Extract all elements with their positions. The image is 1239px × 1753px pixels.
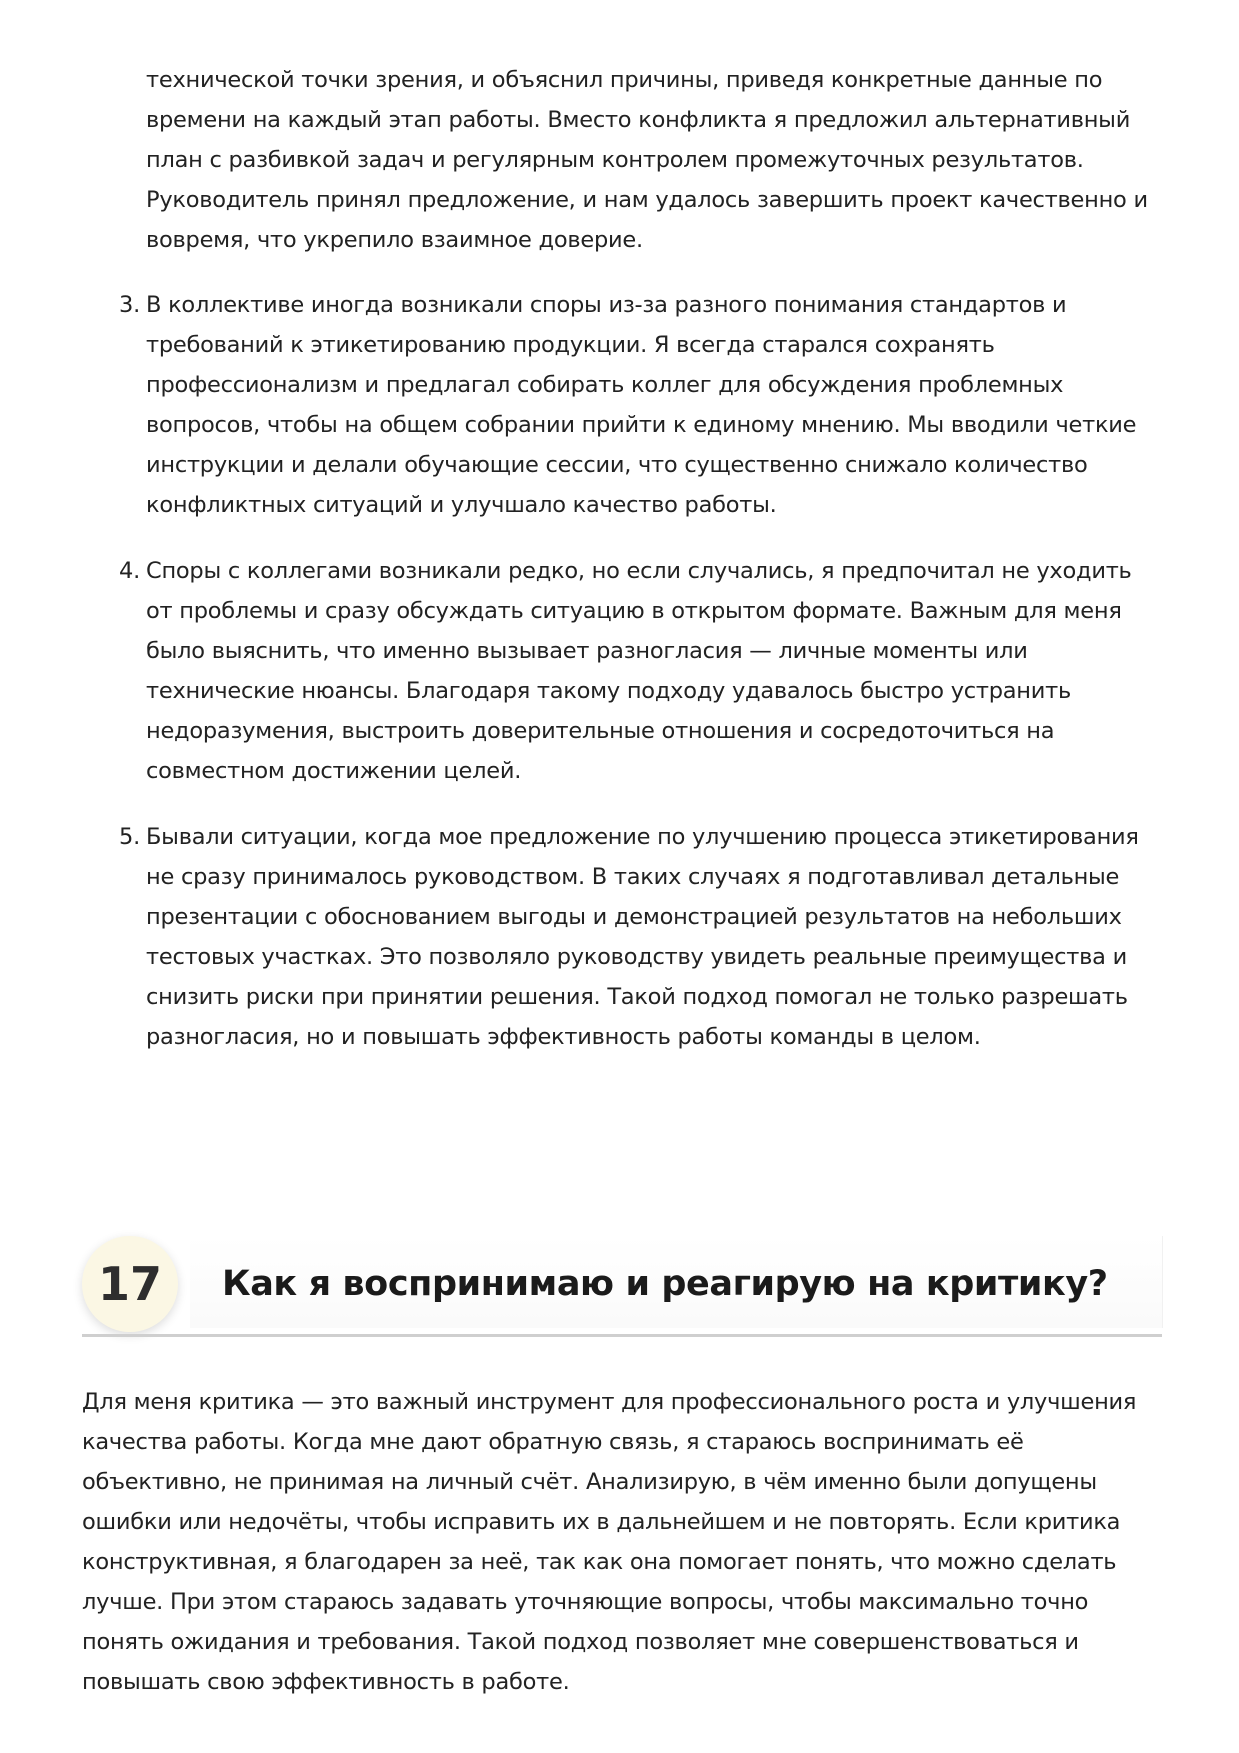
list-item-text: В коллективе иногда возникали споры из-за разного понимания стандартов и требований к этикетированию продукции. Я всегда старался сохранять профессионализм и предлагал собирать коллег для обсуждения проблемных вопросов, чтобы на общем собрании прийти к единому мнению. Мы вводили четкие инструкции и делали обучающие сессии, что существенно снижало количество конфликтных ситуаций и улучшало качество работы. — [146, 292, 1137, 518]
section-title: Как я воспринимаю и реагирую на критику? — [222, 1264, 1108, 1304]
section-divider — [82, 1334, 1162, 1337]
list-item-continued — [146, 60, 1156, 260]
list-item-text: Бывали ситуации, когда мое предложение по улучшению процесса этикетирования не сразу принималось руководством. В таких случаях я подготавливал детальные презентации с обоснованием выгоды и демонстрацией результатов на небольших тестовых участках. Это позволяло руководству увидеть реальные преимущества и снизить риски при принятии решения. Такой подход помогал не только разрешать разногласия, но и повышать эффективность работы команды в целом. — [146, 824, 1139, 1050]
list-item-number: 5. — [119, 824, 140, 850]
section-number: 17 — [97, 1257, 162, 1311]
list-item-4 — [119, 551, 1156, 791]
list-item-3 — [119, 285, 1156, 525]
section-header — [82, 1236, 1162, 1340]
list-item-number: 3. — [119, 292, 140, 318]
list-item-number: 4. — [119, 558, 140, 584]
section-answer-text: Для меня критика — это важный инструмент для профессионального роста и улучшения качества работы. Когда мне дают обратную связь, я стараюсь воспринимать её объективно, не принимая на личный счёт. Анализирую, в чём именно были допущены ошибки или недочёты, чтобы исправить их в дальнейшем и не повторять. Если критика конструктивная, я благодарен за неё, так как она помогает понять, что можно сделать лучше. При этом стараюсь задавать уточняющие вопросы, чтобы максимально точно понять ожидания и требования. Такой подход позволяет мне совершенствоваться и повышать свою эффективность в работе. — [82, 1389, 1137, 1695]
list-item-5 — [119, 817, 1156, 1057]
list-item-text: технической точки зрения, и объяснил причины, приведя конкретные данные по времени на каждый этап работы. Вместо конфликта я предложил альтернативный план с разбивкой задач и регулярным контролем промежуточных результатов. Руководитель принял предложение, и нам удалось завершить проект качественно и вовремя, что укрепило взаимное доверие. — [146, 67, 1148, 253]
list-item-text: Споры с коллегами возникали редко, но если случались, я предпочитал не уходить от проблемы и сразу обсуждать ситуацию в открытом формате. Важным для меня было выяснить, что именно вызывает разногласия — личные моменты или технические нюансы. Благодаря такому подходу удавалось быстро устранить недоразумения, выстроить доверительные отношения и сосредоточиться на совместном достижении целей. — [146, 558, 1132, 784]
